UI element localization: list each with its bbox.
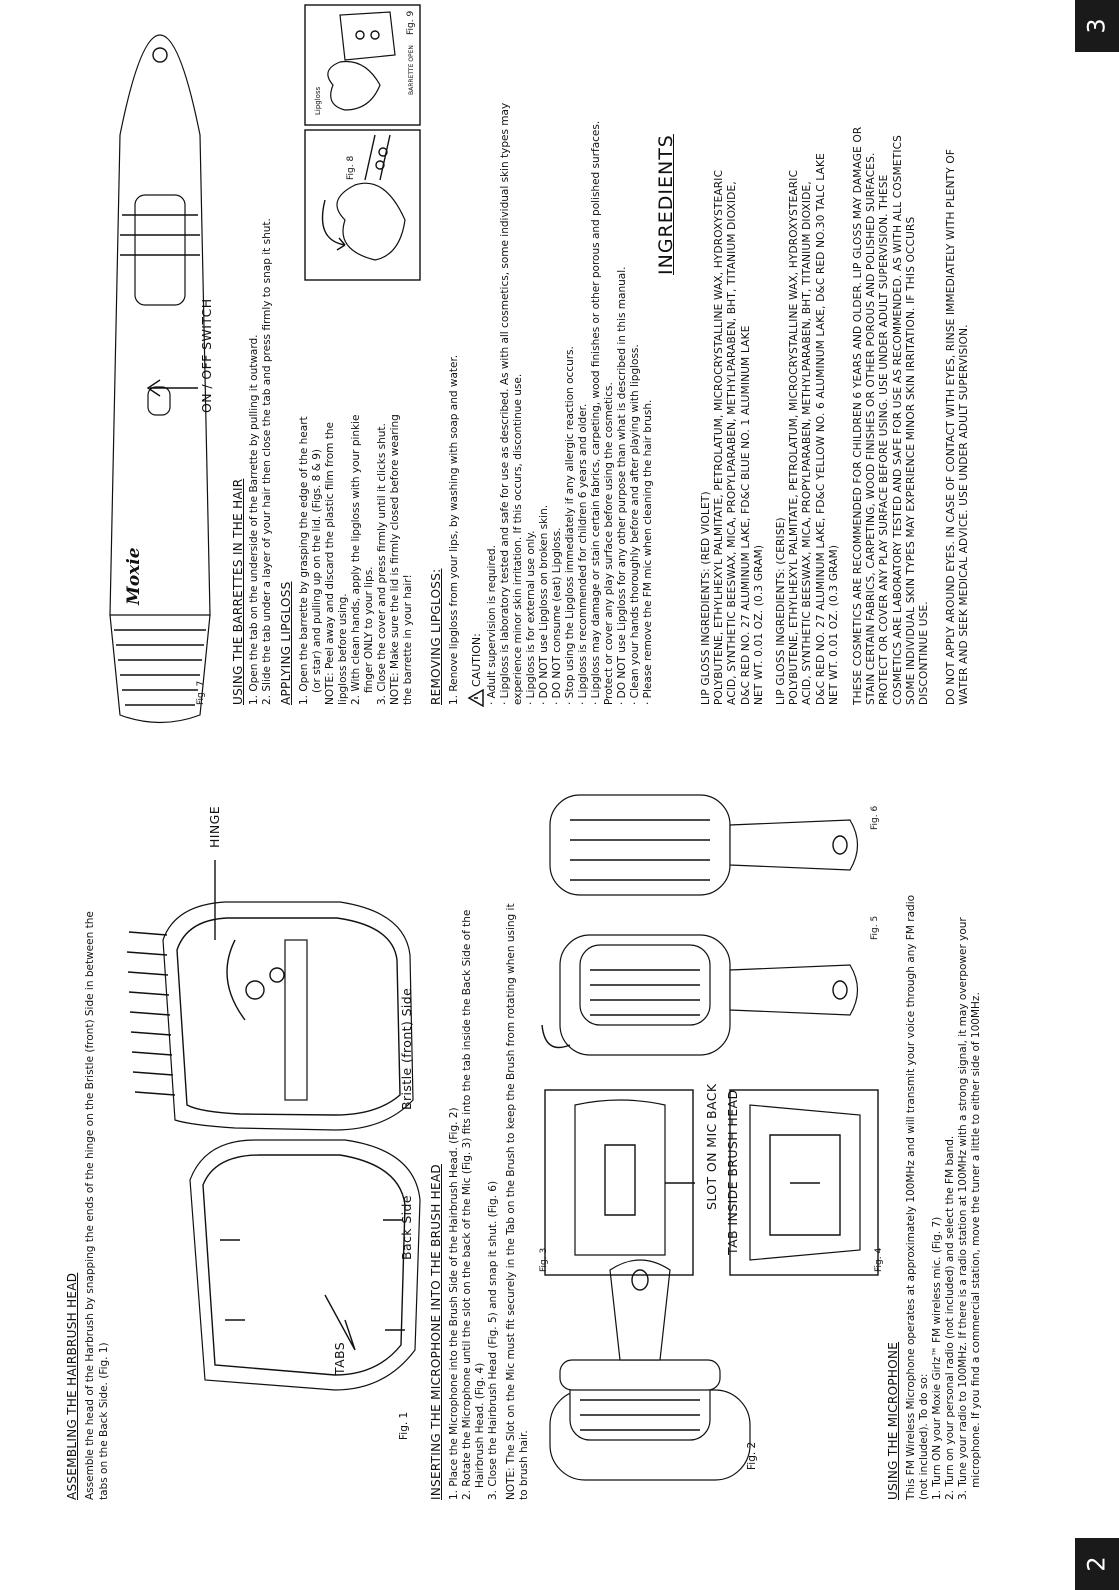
warning-line: PROTECT OR COVER ANY PLAY SURFACE BEFORE USING. USE UNDER ADULT SUPERVISION. THESE: [878, 174, 891, 705]
inserting-note-1: NOTE: The Slot on the Mic must fit securely in the Tab on the Brush to keep the Brush from rotating when using it: [505, 903, 517, 1500]
removing-step-1: 1. Renove lipgloss from your lips, by washing with soap and water.: [448, 354, 460, 705]
fig1-hairbrush-head-illustration: [115, 900, 425, 1500]
ingredient-line: POLYBUTENE, ETHYLHEXYL PALMITATE, PETROLATUM, MICROCRYSTALLINE WAX, HYDROXYSTEARIC: [788, 169, 801, 705]
caution-item: · Lipgloss is laboratory tested and safe for use as described. As with all cosmetics, some individual skin types may: [499, 102, 511, 705]
ingredient-line: LIP GLOSS INGREDIENTS: (CERISE): [775, 517, 787, 705]
fig5-closing-head-illustration: [540, 915, 870, 1065]
applying-step-2b: finger ONLY to your lips.: [363, 566, 375, 693]
applying-note-1b: lipgloss before using.: [337, 593, 349, 705]
assembling-text-2: tabs on the Back Side. (Fig. 1): [98, 1342, 110, 1500]
caution-item: · Stop using the Lipgloss immediately if any allergic reaction occurs.: [564, 346, 576, 705]
inserting-step-1: 1. Place the Microphone into the Brush Side of the Hairbrush Head. (Fig. 2): [448, 1107, 460, 1500]
caution-item: Protect or cover any play surface before using the cosmetics.: [603, 382, 615, 705]
barrettes-title: USING THE BARRETTES IN THE HAIR: [231, 478, 245, 705]
warning-triangle-icon: [468, 689, 484, 707]
ingredient-line: ACID, SYNTHETIC BEESWAX, MICA, PROPYLPARABEN, METHYLPARABEN, BHT, TITANIUM DIOXIDE,: [726, 181, 739, 705]
caution-item: · Clean your hands thoroughly before and after playing with lipgloss.: [629, 344, 641, 705]
inserting-note-2: to brush hair.: [518, 1430, 530, 1500]
fig9-lipgloss-label: Lipgloss: [314, 86, 322, 115]
ingredient-line: NET WT. 0.01 OZ. (0.3 GRAM): [752, 544, 765, 705]
fig7-logo: Moxie: [124, 547, 144, 605]
back-side-label: Back Side: [399, 1195, 414, 1260]
applying-step-2: 2. With clean hands, apply the lipgloss with your pinkie: [350, 414, 362, 705]
using-mic-text-2: (not included). To do so:: [918, 1373, 930, 1500]
caution-item: · DO NOT use Lipgloss on broken skin.: [538, 504, 550, 705]
caution-item: · DO NOT use Lipgloss for any other purpose than what is described in this manual.: [616, 266, 628, 705]
using-mic-title: USING THE MICROPHONE: [886, 1341, 900, 1500]
fig6-closed-brush-illustration: [540, 790, 870, 900]
on-off-switch-label: ON / OFF SWITCH: [199, 298, 214, 413]
ingredients-title: INGREDIENTS: [655, 134, 677, 275]
fig3-caption: Fig. 3: [539, 1247, 549, 1272]
tab-inside-label: TAB INSIDE BRUSH HEAD: [725, 1089, 740, 1255]
fig2-caption: Fig. 2: [746, 1441, 758, 1470]
ingredient-line: POLYBUTENE, ETHYLHEXYL PALMITATE, PETROLATUM, MICROCRYSTALLINE WAX, HYDROXYSTEARIC: [713, 169, 726, 705]
caution-item: experience minor skin irritation. If this occurs, discontinue use.: [512, 373, 524, 705]
warning-line: COSMETICS ARE LABORATORY TESTED AND SAFE FOR USE AS RECOMMENDED. AS WITH ALL COSMETICS: [891, 134, 904, 705]
fig4-caption: Fig. 4: [874, 1247, 884, 1272]
inserting-title: INSERTING THE MICROPHONE INTO THE BRUSH HEAD: [429, 1164, 443, 1500]
inserting-step-2b: Hairbrush Head. (Fig. 4): [474, 1362, 486, 1488]
removing-title: REMOVING LIPGLOSS:: [429, 568, 443, 705]
applying-note-2b: the barrette in your hair!: [402, 574, 414, 705]
using-mic-step-2: 2. Turn on your personal radio (not included) and select the FM band.: [944, 1135, 956, 1500]
warning-line: THESE COSMETICS ARE RECOMMENDED FOR CHILDREN 6 YEARS AND OLDER. LIP GLOSS MAY DAMAGE OR: [852, 126, 864, 705]
fig9-caption: Fig. 9: [406, 10, 416, 35]
applying-step-1: 1. Open the barrette by grasping the edge of the heart: [298, 416, 310, 705]
applying-note-1: NOTE: Peel away and discard the plastic film from the: [324, 422, 336, 705]
fig6-caption: Fig. 6: [870, 805, 880, 830]
warning-line: STAIN CERTAIN FABRICS, CARPETING, WOOD FINISHES OR OTHER POROUS AND POLISHED SURFACES.: [865, 152, 878, 705]
warning-line: WATER AND SEEK MEDICAL ADVICE. USE UNDER ADULT SUPERVISION.: [958, 324, 971, 705]
fig4-tab-illustration: [730, 1085, 880, 1275]
fig7-caption: Fig. 7: [196, 680, 206, 705]
applying-note-2: NOTE: Make sure the lid is firmly closed before wearing: [389, 414, 401, 705]
warning-line: DO NOT APPLY AROUND EYES. IN CASE OF CONTACT WITH EYES, RINSE IMMEDIATELY WITH PLENTY OF: [945, 148, 957, 705]
ingredient-line: D&C RED NO. 27 ALUMINUM LAKE, FD&C BLUE NO. 1 ALUMINUM LAKE: [739, 325, 752, 705]
applying-step-1b: (or star) and pulling up on the lid. (Figs. 8 & 9): [311, 448, 323, 693]
fig5-caption: Fig. 5: [870, 915, 880, 940]
switch-pointer-arrow: [140, 370, 200, 400]
fig1-caption: Fig. 1: [398, 1411, 410, 1440]
caution-title: CAUTION:: [470, 633, 483, 687]
fig8-fig9-barrette-illustration: [305, 0, 420, 280]
ingredient-line: ACID, SYNTHETIC BEESWAX, MICA, PROPYLPARABEN, METHYLPARABEN, BHT, TITANIUM DIOXIDE,: [801, 181, 814, 705]
applying-title: APPLYING LIPGLOSS: [279, 581, 293, 705]
warning-line: SOME INDIVIDUAL SKIN TYPES MAY EXPERIENCE MINOR SKIN IRRITATION. IF THIS OCCURS: [904, 216, 917, 705]
page-number-right: 3: [1075, 0, 1119, 52]
using-mic-step-1: 1. Turn ON your Moxie Girlz™ FM wireless mic. (Fig. 7): [931, 1216, 943, 1500]
page-number-left: 2: [1075, 1538, 1119, 1590]
assembling-title: ASSEMBLING THE HAIRBRUSH HEAD: [65, 1272, 79, 1500]
caution-item: · Adult supervision is required.: [486, 545, 498, 705]
caution-item: · Please remove the FM mic when cleaning the hair brush.: [642, 399, 654, 705]
ingredient-line: NET WT. 0.01 OZ. (0.3 GRAM): [827, 544, 840, 705]
applying-step-3: 3. Close the cover and press firmly until it clicks shut.: [376, 423, 388, 705]
fig8-caption: Fig. 8: [346, 155, 356, 180]
assembling-text-1: Assemble the head of the Harbrush by snapping the ends of the hinge on the Bristle (front) Side in between the: [84, 911, 96, 1500]
fig9-barrette-open-label: BARRETTE OPEN: [408, 45, 415, 95]
slot-label: SLOT ON MIC BACK: [704, 1083, 719, 1210]
fig3-slot-illustration: [545, 1085, 695, 1275]
page-2: [0, 795, 1119, 1590]
inserting-step-2: 2. Rotate the Microphone until the slot on the back of the Mic (Fig. 3) fits into the tab inside the Back Side of the: [461, 909, 473, 1500]
caution-item: · Lipgloss may damage or stain certain fabrics, carpeting, wood finishes or other porous and polished surfaces.: [590, 120, 602, 705]
inserting-step-3: 3. Close the Hairbrush Head (Fig. 5) and snap it shut. (Fig. 6): [487, 1180, 499, 1500]
barrettes-step-1: 1. Open the tab on the underside of the Barrette by pulling it outward.: [248, 334, 260, 705]
hinge-label: HINGE: [207, 805, 222, 848]
ingredient-line: LIP GLOSS INGREDIENTS: (RED VIOLET): [700, 491, 712, 705]
caution-item: · Lipgloss is recommended for children 6 years and older.: [577, 403, 589, 705]
caution-item: · DO NOT consume (eat) Lipgloss.: [551, 527, 563, 705]
ingredient-line: D&C RED NO. 27 ALUMINUM LAKE, FD&C YELLOW NO. 6 ALUMINUM LAKE, D&C RED NO.30 TALC LAKE: [814, 153, 827, 705]
barrettes-step-2: 2. Slide the tab under a layer of your hair then close the tab and press firmly to snap it shut.: [261, 218, 273, 705]
tabs-label: TABS: [332, 1341, 347, 1375]
warning-line: DISCONTINUE USE.: [918, 601, 930, 705]
using-mic-step-3b: microphone. If you find a commercial station, move the tuner a little to either side of 100MHz.: [970, 992, 982, 1488]
using-mic-text-1: This FM Wireless Microphone operates at approximately 100MHz and will transmit your voice through any FM radio: [905, 894, 917, 1500]
using-mic-step-3: 3. Tune your radio to 100MHz. If there is a radio station at 100MHz with a strong signal, it may overpower your: [957, 917, 969, 1500]
caution-item: · Lipgloss is for external use only.: [525, 530, 537, 705]
bristle-side-label: Bristle (front) Side: [399, 987, 414, 1110]
